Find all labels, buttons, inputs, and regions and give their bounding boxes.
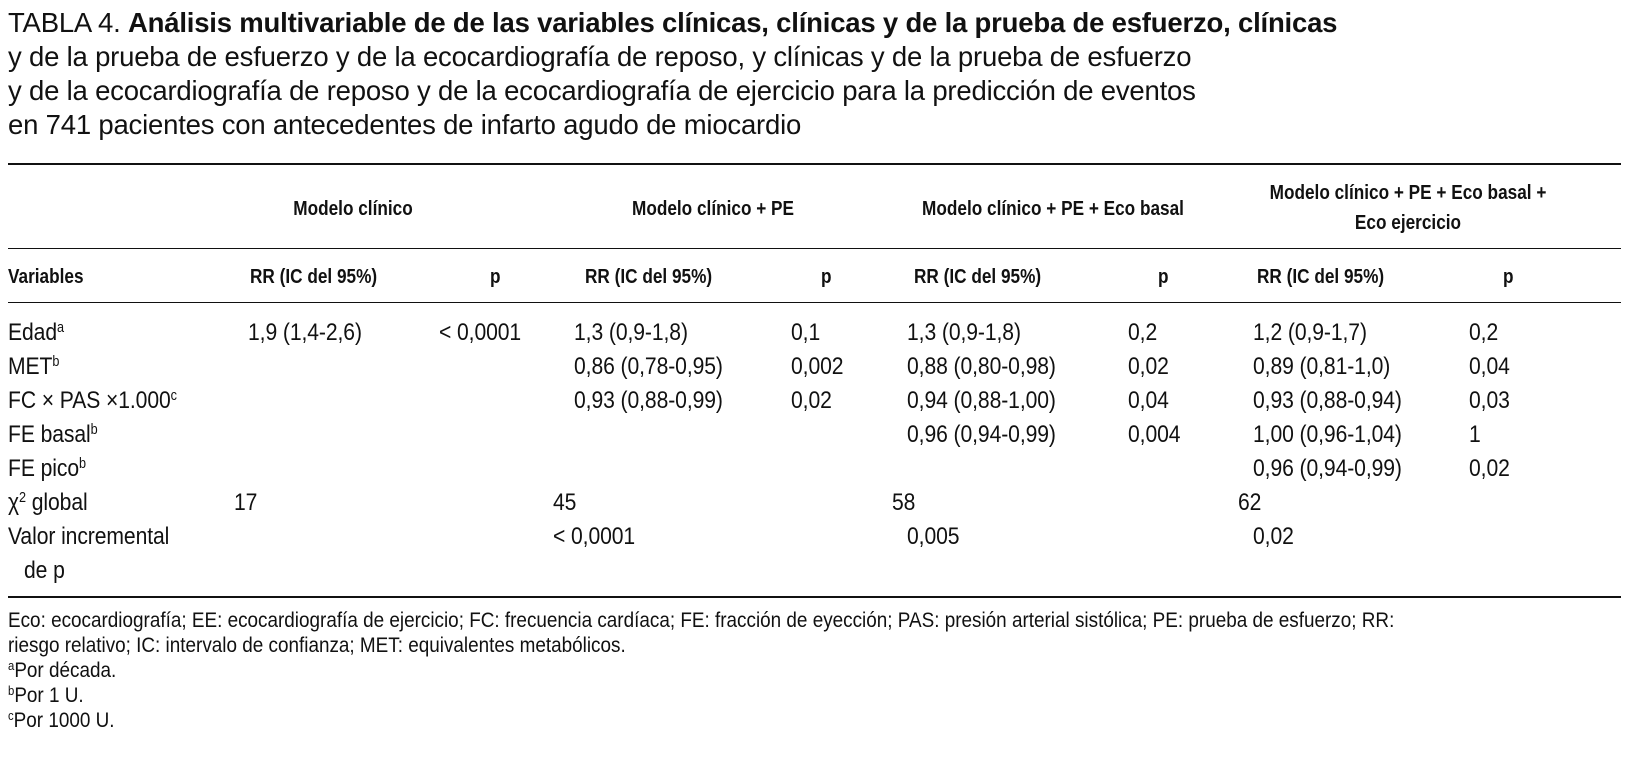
caption-line-2: y de la prueba de esfuerzo y de la ecocardiografía de reposo, y clínicas y de la prueba de esfuerzo: [8, 41, 1192, 72]
cell-p-3: 0,02: [1128, 353, 1169, 380]
col-header-p-1: p: [490, 266, 501, 288]
incremental-value-3: 0,005: [907, 523, 960, 550]
cell-p-2: 0,002: [791, 353, 844, 380]
cell-p-1: < 0,0001: [439, 319, 522, 346]
col-header-rr-4: RR (IC del 95%): [1257, 266, 1385, 288]
cell-p-2: 0,02: [791, 387, 832, 414]
cell-p-3: 0,004: [1128, 421, 1181, 448]
group-header-full-model-line2: Eco ejercicio: [1354, 212, 1462, 234]
col-header-variables: Variables: [8, 266, 84, 288]
footnote-a: $^a$Por década.: [8, 659, 117, 682]
col-header-rr-3: RR (IC del 95%): [914, 266, 1042, 288]
row-label-line1: Valor incremental: [8, 523, 170, 550]
cell-p-4: 1: [1469, 421, 1481, 448]
cell-p-4: 0,02: [1469, 455, 1510, 482]
group-rule: [8, 248, 1621, 249]
row-label-line2: de p: [24, 557, 65, 584]
cell-rr-3: 0,94 (0,88-1,00): [907, 387, 1056, 414]
footnote-b: $^b$Por 1 U.: [8, 684, 84, 707]
table-caption: [8, 6, 1621, 142]
cell-rr-1: 1,9 (1,4-2,6): [248, 319, 362, 346]
caption-line-1: TABLA 4. Análisis multivariable de de las variables clínicas, clínicas y de la prueba de esfuerzo, clínicas: [8, 7, 1338, 38]
cell-p-4: 0,03: [1469, 387, 1510, 414]
caption-line-4: en 741 pacientes con antecedentes de infarto agudo de miocardio: [8, 109, 802, 140]
footnote-abbreviations-1: Eco: ecocardiografía; EE: ecocardiografía de ejercicio; FC: frecuencia cardíaca; FE: fracción de eyección; PAS: presión arterial sistólica; PE: prueba de esfuerzo; RR:: [8, 609, 1395, 632]
cell-rr-3: 0,96 (0,94-0,99): [907, 421, 1056, 448]
row-label: MET$^b$: [8, 353, 60, 380]
cell-rr-2: 1,3 (0,9-1,8): [574, 319, 688, 346]
col-header-rr-1: RR (IC del 95%): [250, 266, 378, 288]
cell-rr-4: 1,2 (0,9-1,7): [1253, 319, 1367, 346]
group-header-clinical-pe: Modelo clínico + PE: [631, 198, 795, 220]
top-rule: [8, 163, 1621, 165]
header-rule: [8, 302, 1621, 303]
row-label: FE pico$^b$: [8, 455, 86, 482]
row-label: FE basal$^b$: [8, 421, 98, 448]
cell-rr-3: 0,88 (0,80-0,98): [907, 353, 1056, 380]
incremental-value-4: 0,02: [1253, 523, 1294, 550]
chi-value-1: 17: [234, 489, 258, 516]
cell-rr-4: 0,93 (0,88-0,94): [1253, 387, 1402, 414]
cell-p-2: 0,1: [791, 319, 821, 346]
col-header-rr-2: RR (IC del 95%): [585, 266, 713, 288]
cell-rr-3: 1,3 (0,9-1,8): [907, 319, 1021, 346]
cell-rr-4: 0,89 (0,81-1,0): [1253, 353, 1391, 380]
cell-rr-4: 0,96 (0,94-0,99): [1253, 455, 1402, 482]
bottom-rule: [8, 596, 1621, 598]
group-header-clinical: Modelo clínico: [293, 198, 413, 220]
cell-p-3: 0,04: [1128, 387, 1169, 414]
chi-value-3: 58: [892, 489, 916, 516]
group-header-clinical-pe-eco-basal: Modelo clínico + PE + Eco basal: [922, 198, 1184, 220]
incremental-value-2: < 0,0001: [553, 523, 636, 550]
col-header-p-2: p: [821, 266, 832, 288]
footnote-c: $^c$Por 1000 U.: [8, 709, 115, 732]
caption-line-3: y de la ecocardiografía de reposo y de la ecocardiografía de ejercicio para la predicción de eventos: [8, 75, 1196, 106]
row-label: Edad$^a$: [8, 319, 64, 346]
caption-lead: TABLA 4.: [8, 7, 128, 38]
cell-rr-2: 0,93 (0,88-0,99): [574, 387, 723, 414]
cell-p-3: 0,2: [1128, 319, 1158, 346]
row-label: FC × PAS ×1.000$^c$: [8, 387, 177, 414]
col-header-p-4: p: [1503, 266, 1514, 288]
row-label: $\chi^2$ global: [8, 489, 88, 516]
chi-value-4: 62: [1238, 489, 1262, 516]
cell-rr-2: 0,86 (0,78-0,95): [574, 353, 723, 380]
footnote-abbreviations-2: riesgo relativo; IC: intervalo de confianza; MET: equivalentes metabólicos.: [8, 634, 626, 657]
chi-value-2: 45: [553, 489, 577, 516]
cell-p-4: 0,04: [1469, 353, 1510, 380]
cell-p-4: 0,2: [1469, 319, 1499, 346]
col-header-p-3: p: [1158, 266, 1169, 288]
group-header-full-model-line1: Modelo clínico + PE + Eco basal +: [1269, 182, 1547, 204]
cell-rr-4: 1,00 (0,96-1,04): [1253, 421, 1402, 448]
